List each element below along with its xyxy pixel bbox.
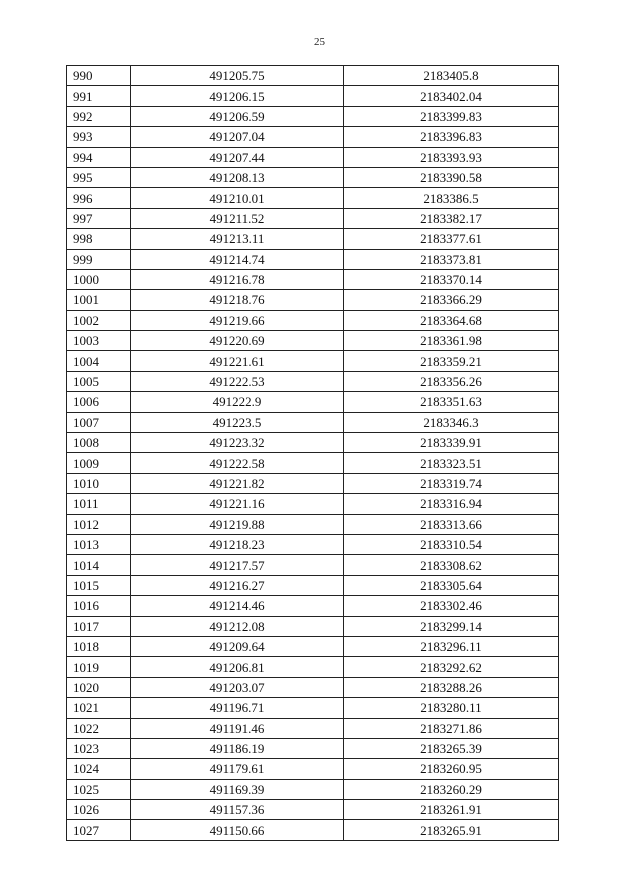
y-coordinate-cell: 2183316.94 (344, 494, 559, 514)
y-coordinate-cell: 2183382.17 (344, 208, 559, 228)
point-id-cell: 1019 (67, 657, 131, 677)
point-id-cell: 1002 (67, 310, 131, 330)
x-coordinate-cell: 491217.57 (131, 555, 344, 575)
y-coordinate-cell: 2183402.04 (344, 86, 559, 106)
table-row (67, 698, 559, 718)
table-row (67, 167, 559, 187)
y-coordinate-cell: 2183302.46 (344, 596, 559, 616)
x-coordinate-cell: 491223.32 (131, 433, 344, 453)
point-id-cell: 993 (67, 127, 131, 147)
table-row (67, 657, 559, 677)
point-id-cell: 1012 (67, 514, 131, 534)
x-coordinate-cell: 491223.5 (131, 412, 344, 432)
point-id-cell: 1015 (67, 575, 131, 595)
table-row (67, 738, 559, 758)
table-row (67, 127, 559, 147)
point-id-cell: 1006 (67, 392, 131, 412)
point-id-cell: 1023 (67, 738, 131, 758)
table-row (67, 779, 559, 799)
page-number: 25 (314, 36, 325, 48)
y-coordinate-cell: 2183386.5 (344, 188, 559, 208)
point-id-cell: 1009 (67, 453, 131, 473)
point-id-cell: 1021 (67, 698, 131, 718)
point-id-cell: 1011 (67, 494, 131, 514)
x-coordinate-cell: 491209.64 (131, 636, 344, 656)
table-row (67, 718, 559, 738)
table-row (67, 412, 559, 432)
point-id-cell: 1010 (67, 473, 131, 493)
y-coordinate-cell: 2183364.68 (344, 310, 559, 330)
point-id-cell: 1017 (67, 616, 131, 636)
y-coordinate-cell: 2183405.8 (344, 66, 559, 86)
x-coordinate-cell: 491212.08 (131, 616, 344, 636)
table-row (67, 229, 559, 249)
x-coordinate-cell: 491218.76 (131, 290, 344, 310)
point-id-cell: 994 (67, 147, 131, 167)
x-coordinate-cell: 491211.52 (131, 208, 344, 228)
y-coordinate-cell: 2183346.3 (344, 412, 559, 432)
point-id-cell: 1000 (67, 269, 131, 289)
table-row (67, 596, 559, 616)
x-coordinate-cell: 491169.39 (131, 779, 344, 799)
y-coordinate-cell: 2183359.21 (344, 351, 559, 371)
point-id-cell: 990 (67, 66, 131, 86)
table-row (67, 86, 559, 106)
point-id-cell: 1018 (67, 636, 131, 656)
point-id-cell: 991 (67, 86, 131, 106)
table-row (67, 453, 559, 473)
table-row (67, 147, 559, 167)
table-row (67, 208, 559, 228)
x-coordinate-cell: 491207.04 (131, 127, 344, 147)
y-coordinate-cell: 2183299.14 (344, 616, 559, 636)
x-coordinate-cell: 491218.23 (131, 534, 344, 554)
y-coordinate-cell: 2183366.29 (344, 290, 559, 310)
x-coordinate-cell: 491150.66 (131, 820, 344, 840)
x-coordinate-cell: 491203.07 (131, 677, 344, 697)
y-coordinate-cell: 2183265.39 (344, 738, 559, 758)
x-coordinate-cell: 491222.58 (131, 453, 344, 473)
y-coordinate-cell: 2183356.26 (344, 371, 559, 391)
x-coordinate-cell: 491179.61 (131, 759, 344, 779)
x-coordinate-cell: 491208.13 (131, 167, 344, 187)
x-coordinate-cell: 491206.81 (131, 657, 344, 677)
y-coordinate-cell: 2183373.81 (344, 249, 559, 269)
point-id-cell: 1027 (67, 820, 131, 840)
point-id-cell: 995 (67, 167, 131, 187)
y-coordinate-cell: 2183313.66 (344, 514, 559, 534)
x-coordinate-cell: 491206.15 (131, 86, 344, 106)
table-row (67, 351, 559, 371)
y-coordinate-cell: 2183370.14 (344, 269, 559, 289)
table-row (67, 66, 559, 86)
table-row (67, 677, 559, 697)
x-coordinate-cell: 491191.46 (131, 718, 344, 738)
point-id-cell: 1005 (67, 371, 131, 391)
table-row (67, 800, 559, 820)
x-coordinate-cell: 491221.61 (131, 351, 344, 371)
table-row (67, 290, 559, 310)
coordinates-table-body (67, 66, 559, 841)
y-coordinate-cell: 2183339.91 (344, 433, 559, 453)
x-coordinate-cell: 491214.74 (131, 249, 344, 269)
y-coordinate-cell: 2183319.74 (344, 473, 559, 493)
x-coordinate-cell: 491219.66 (131, 310, 344, 330)
y-coordinate-cell: 2183399.83 (344, 106, 559, 126)
y-coordinate-cell: 2183292.62 (344, 657, 559, 677)
y-coordinate-cell: 2183393.93 (344, 147, 559, 167)
x-coordinate-cell: 491216.78 (131, 269, 344, 289)
y-coordinate-cell: 2183260.29 (344, 779, 559, 799)
table-row (67, 514, 559, 534)
point-id-cell: 997 (67, 208, 131, 228)
table-row (67, 106, 559, 126)
point-id-cell: 999 (67, 249, 131, 269)
point-id-cell: 1024 (67, 759, 131, 779)
x-coordinate-cell: 491222.53 (131, 371, 344, 391)
table-row (67, 555, 559, 575)
x-coordinate-cell: 491221.82 (131, 473, 344, 493)
y-coordinate-cell: 2183377.61 (344, 229, 559, 249)
table-row (67, 636, 559, 656)
y-coordinate-cell: 2183308.62 (344, 555, 559, 575)
x-coordinate-cell: 491157.36 (131, 800, 344, 820)
point-id-cell: 1026 (67, 800, 131, 820)
x-coordinate-cell: 491210.01 (131, 188, 344, 208)
y-coordinate-cell: 2183361.98 (344, 331, 559, 351)
y-coordinate-cell: 2183271.86 (344, 718, 559, 738)
table-row (67, 616, 559, 636)
point-id-cell: 992 (67, 106, 131, 126)
x-coordinate-cell: 491220.69 (131, 331, 344, 351)
y-coordinate-cell: 2183280.11 (344, 698, 559, 718)
y-coordinate-cell: 2183305.64 (344, 575, 559, 595)
coordinates-table (66, 65, 559, 841)
y-coordinate-cell: 2183265.91 (344, 820, 559, 840)
y-coordinate-cell: 2183260.95 (344, 759, 559, 779)
table-row (67, 310, 559, 330)
table-row (67, 575, 559, 595)
x-coordinate-cell: 491207.44 (131, 147, 344, 167)
table-row (67, 331, 559, 351)
point-id-cell: 1016 (67, 596, 131, 616)
point-id-cell: 1014 (67, 555, 131, 575)
point-id-cell: 1013 (67, 534, 131, 554)
y-coordinate-cell: 2183351.63 (344, 392, 559, 412)
point-id-cell: 996 (67, 188, 131, 208)
x-coordinate-cell: 491222.9 (131, 392, 344, 412)
table-row (67, 433, 559, 453)
table-row (67, 759, 559, 779)
table-row (67, 249, 559, 269)
y-coordinate-cell: 2183390.58 (344, 167, 559, 187)
x-coordinate-cell: 491214.46 (131, 596, 344, 616)
point-id-cell: 1022 (67, 718, 131, 738)
x-coordinate-cell: 491219.88 (131, 514, 344, 534)
point-id-cell: 998 (67, 229, 131, 249)
y-coordinate-cell: 2183396.83 (344, 127, 559, 147)
table-row (67, 371, 559, 391)
point-id-cell: 1020 (67, 677, 131, 697)
x-coordinate-cell: 491206.59 (131, 106, 344, 126)
x-coordinate-cell: 491196.71 (131, 698, 344, 718)
x-coordinate-cell: 491221.16 (131, 494, 344, 514)
table-row (67, 188, 559, 208)
table-row (67, 534, 559, 554)
x-coordinate-cell: 491205.75 (131, 66, 344, 86)
y-coordinate-cell: 2183323.51 (344, 453, 559, 473)
x-coordinate-cell: 491216.27 (131, 575, 344, 595)
y-coordinate-cell: 2183296.11 (344, 636, 559, 656)
y-coordinate-cell: 2183288.26 (344, 677, 559, 697)
table-row (67, 269, 559, 289)
point-id-cell: 1007 (67, 412, 131, 432)
point-id-cell: 1025 (67, 779, 131, 799)
y-coordinate-cell: 2183261.91 (344, 800, 559, 820)
x-coordinate-cell: 491213.11 (131, 229, 344, 249)
point-id-cell: 1008 (67, 433, 131, 453)
point-id-cell: 1004 (67, 351, 131, 371)
table-row (67, 820, 559, 840)
table-row (67, 392, 559, 412)
point-id-cell: 1003 (67, 331, 131, 351)
y-coordinate-cell: 2183310.54 (344, 534, 559, 554)
table-row (67, 473, 559, 493)
table-row (67, 494, 559, 514)
point-id-cell: 1001 (67, 290, 131, 310)
x-coordinate-cell: 491186.19 (131, 738, 344, 758)
